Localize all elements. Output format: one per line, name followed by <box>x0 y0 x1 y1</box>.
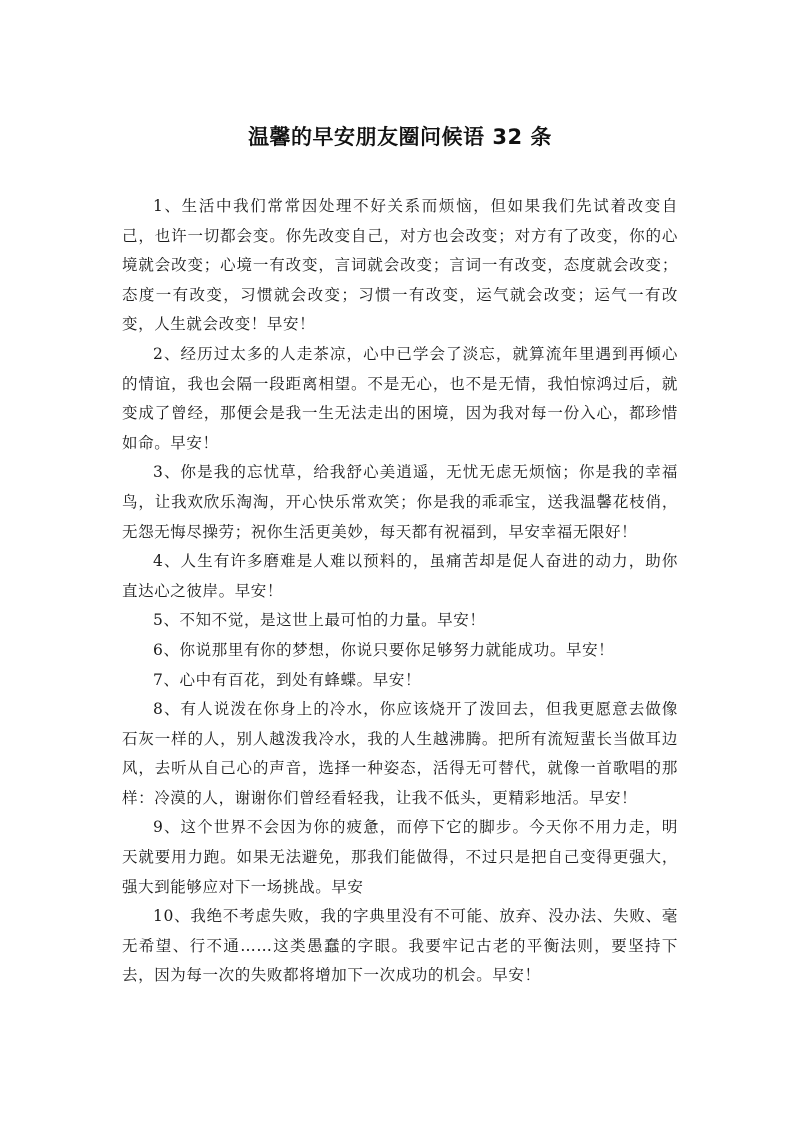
paragraph-9: 9、这个世界不会因为你的疲惫，而停下它的脚步。今天你不用力走，明天就要用力跑。如果无法避免，那我们能做得，不过只是把自己变得更强大，强大到能够应对下一场挑战。早安 <box>122 818 678 896</box>
document-title: 温馨的早安朋友圈问候语 32 条 <box>248 125 552 149</box>
paragraph-1: 1、生活中我们常常因处理不好关系而烦恼，但如果我们先试着改变自己，也许一切都会变。你先改变自己，对方也会改变；对方有了改变，你的心境就会改变；心境一有改变，言词就会改变；言词一有改变，态度就会改变；态度一有改变，习惯就会改变；习惯一有改变，运气就会改变；运气一有改变，人生就会改变！早安！ <box>122 197 678 334</box>
document-body <box>122 192 678 991</box>
paragraph-6: 6、你说那里有你的梦想，你说只要你足够努力就能成功。早安！ <box>153 640 615 659</box>
paragraph-5: 5、不知不觉，是这世上最可怕的力量。早安！ <box>153 611 486 630</box>
paragraph-3: 3、你是我的忘忧草，给我舒心美逍遥，无忧无虑无烦恼；你是我的幸福鸟，让我欢欣乐淘淘，开心快乐常欢笑；你是我的乖乖宝，送我温馨花枝俏，无怨无悔尽操劳；祝你生活更美妙，每天都有祝福到，早安幸福无限好！ <box>122 463 678 541</box>
paragraph-2: 2、经历过太多的人走茶凉，心中已学会了淡忘，就算流年里遇到再倾心的情谊，我也会隔一段距离相望。不是无心，也不是无情，我怕惊鸿过后，就变成了曾经，那便会是我一生无法走出的困境，因为我对每一份入心，都珍惜如命。早安！ <box>122 344 678 452</box>
paragraph-7: 7、心中有百花，到处有蜂蝶。早安！ <box>153 670 422 689</box>
paragraph-8: 8、有人说泼在你身上的冷水，你应该烧开了泼回去，但我更愿意去做像石灰一样的人，别人越泼我冷水，我的人生越沸腾。把所有流短蜚长当做耳边风，去听从自己心的声音，选择一种姿态，活得无可替代，就像一首歌唱的那样：冷漠的人，谢谢你们曾经看轻我，让我不低头，更精彩地活。早安！ <box>122 700 678 807</box>
paragraph-10: 10、我绝不考虑失败，我的字典里没有不可能、放弃、没办法、失败、毫无希望、行不通……这类愚蠢的字眼。我要牢记古老的平衡法则，要坚持下去，因为每一次的失败都将增加下一次成功的机会。早安！ <box>122 907 678 985</box>
paragraph-4: 4、人生有许多磨难是人难以预料的，虽痛苦却是促人奋进的动力，助你直达心之彼岸。早安！ <box>122 552 678 600</box>
